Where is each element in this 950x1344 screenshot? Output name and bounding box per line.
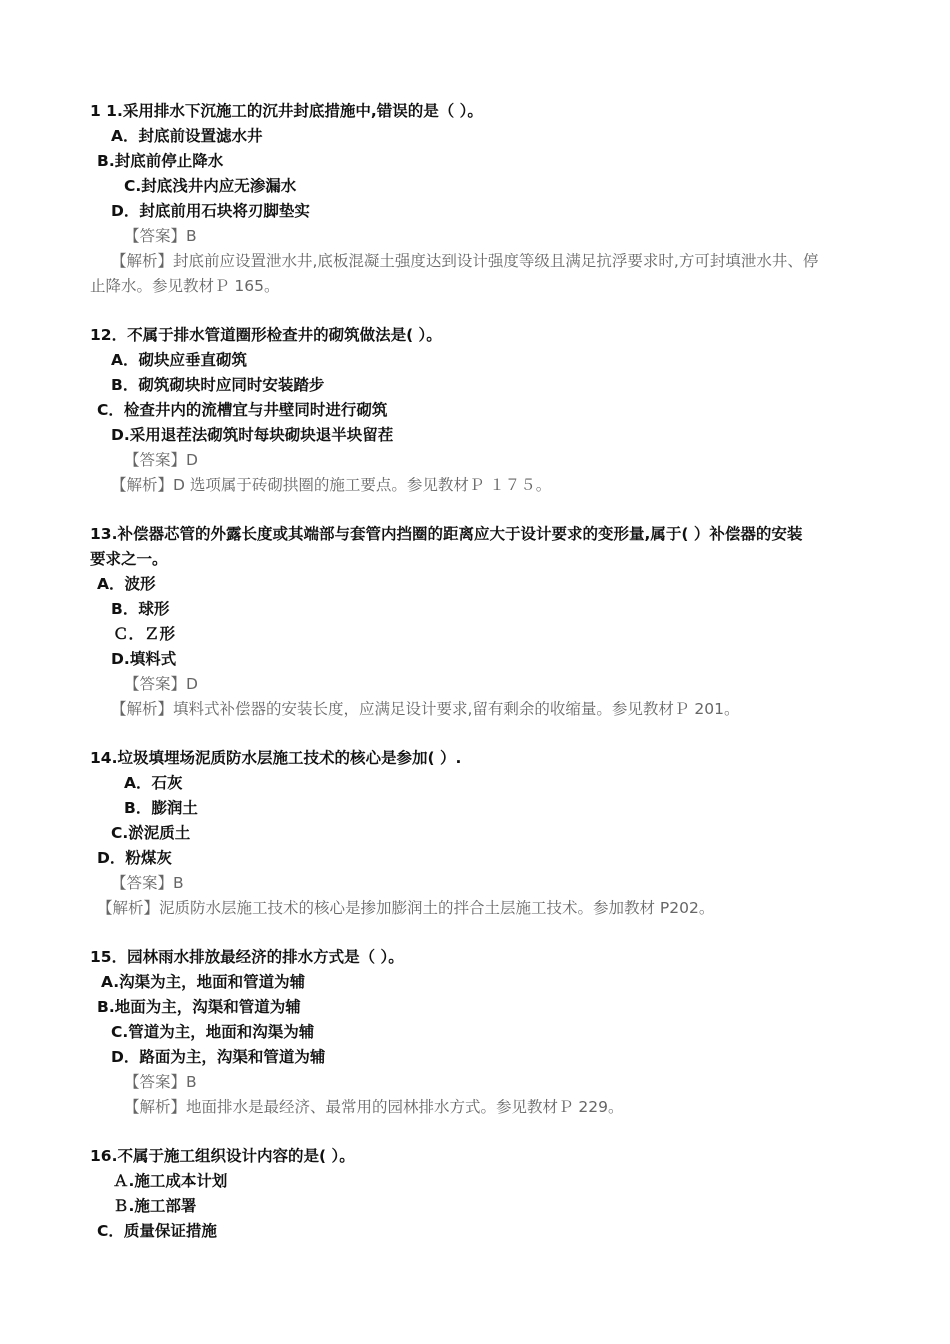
- question-12-option-b: B．砌筑砌块时应同时安装踏步: [111, 376, 325, 394]
- question-15-answer: 【答案】B: [124, 1073, 197, 1091]
- question-13-option-c: Ｃ．Ｚ形: [113, 625, 176, 643]
- question-14-option-c: C.淤泥质土: [111, 824, 191, 842]
- question-14-analysis: 【解析】泥质防水层施工技术的核心是掺加膨润土的拌合土层施工技术。参加教材 P202。: [97, 899, 715, 917]
- question-11-option-d: D．封底前用石块将刃脚垫实: [111, 202, 310, 220]
- question-13-title: 13.补偿器芯管的外露长度或其端部与套管内挡圈的距离应大于设计要求的变形量,属于( ）补偿器的安装: [90, 525, 803, 543]
- question-13-option-a: A．波形: [97, 575, 156, 593]
- question-11-option-a: A．封底前设置滤水井: [111, 127, 263, 145]
- question-16-option-c: C．质量保证措施: [97, 1222, 217, 1240]
- question-11-analysis-cont: 止降水。参见教材Ｐ 165。: [90, 277, 280, 295]
- question-13-option-b: B．球形: [111, 600, 170, 618]
- question-16-title: 16.不属于施工组织设计内容的是( ）。: [90, 1147, 355, 1165]
- question-11-answer: 【答案】B: [124, 227, 197, 245]
- question-14-answer: 【答案】B: [111, 874, 184, 892]
- question-11-analysis: 【解析】封底前应设置泄水井,底板混凝土强度达到设计强度等级且满足抗浮要求时,方可封填泄水井、停: [111, 252, 819, 270]
- question-13-answer: 【答案】D: [124, 675, 198, 693]
- question-16-option-b: Ｂ.施工部署: [113, 1197, 197, 1215]
- question-12-analysis: 【解析】D 选项属于砖砌拱圈的施工要点。参见教材Ｐ １７５。: [111, 476, 552, 494]
- question-16-option-a: Ａ.施工成本计划: [113, 1172, 228, 1190]
- question-13-option-d: D.填料式: [111, 650, 177, 668]
- question-11-option-c: C.封底浅井内应无渗漏水: [124, 177, 297, 195]
- question-14-title: 14.垃圾填埋场泥质防水层施工技术的核心是参加( ）.: [90, 749, 462, 767]
- question-12-answer: 【答案】D: [124, 451, 198, 469]
- question-12-option-d: D.采用退茬法砌筑时每块砌块退半块留茬: [111, 426, 394, 444]
- question-14-option-d: D．粉煤灰: [97, 849, 172, 867]
- question-13-title-cont: 要求之一。: [90, 550, 168, 568]
- question-15-title: 15．园林雨水排放最经济的排水方式是（ ）。: [90, 948, 404, 966]
- question-12-title: 12．不属于排水管道圈形检查井的砌筑做法是( ）。: [90, 326, 442, 344]
- question-14-option-b: B．膨润土: [124, 799, 198, 817]
- question-12-option-a: A．砌块应垂直砌筑: [111, 351, 247, 369]
- question-15-option-d: D．路面为主，沟渠和管道为辅: [111, 1048, 326, 1066]
- question-11-title: 1 1.采用排水下沉施工的沉井封底措施中,错误的是（ ）。: [90, 102, 483, 120]
- question-11-option-b: B.封底前停止降水: [97, 152, 224, 170]
- question-15-option-b: B.地面为主，沟渠和管道为辅: [97, 998, 301, 1016]
- question-13-analysis: 【解析】填料式补偿器的安装长度，应满足设计要求,留有剩余的收缩量。参见教材Ｐ 201。: [111, 700, 740, 718]
- question-15-analysis: 【解析】地面排水是最经济、最常用的园林排水方式。参见教材Ｐ 229。: [124, 1098, 624, 1116]
- question-15-option-a: A.沟渠为主，地面和管道为辅: [101, 973, 306, 991]
- question-12-option-c: C．检查井内的流槽宜与井壁同时进行砌筑: [97, 401, 388, 419]
- question-14-option-a: A．石灰: [124, 774, 183, 792]
- question-15-option-c: C.管道为主，地面和沟渠为辅: [111, 1023, 315, 1041]
